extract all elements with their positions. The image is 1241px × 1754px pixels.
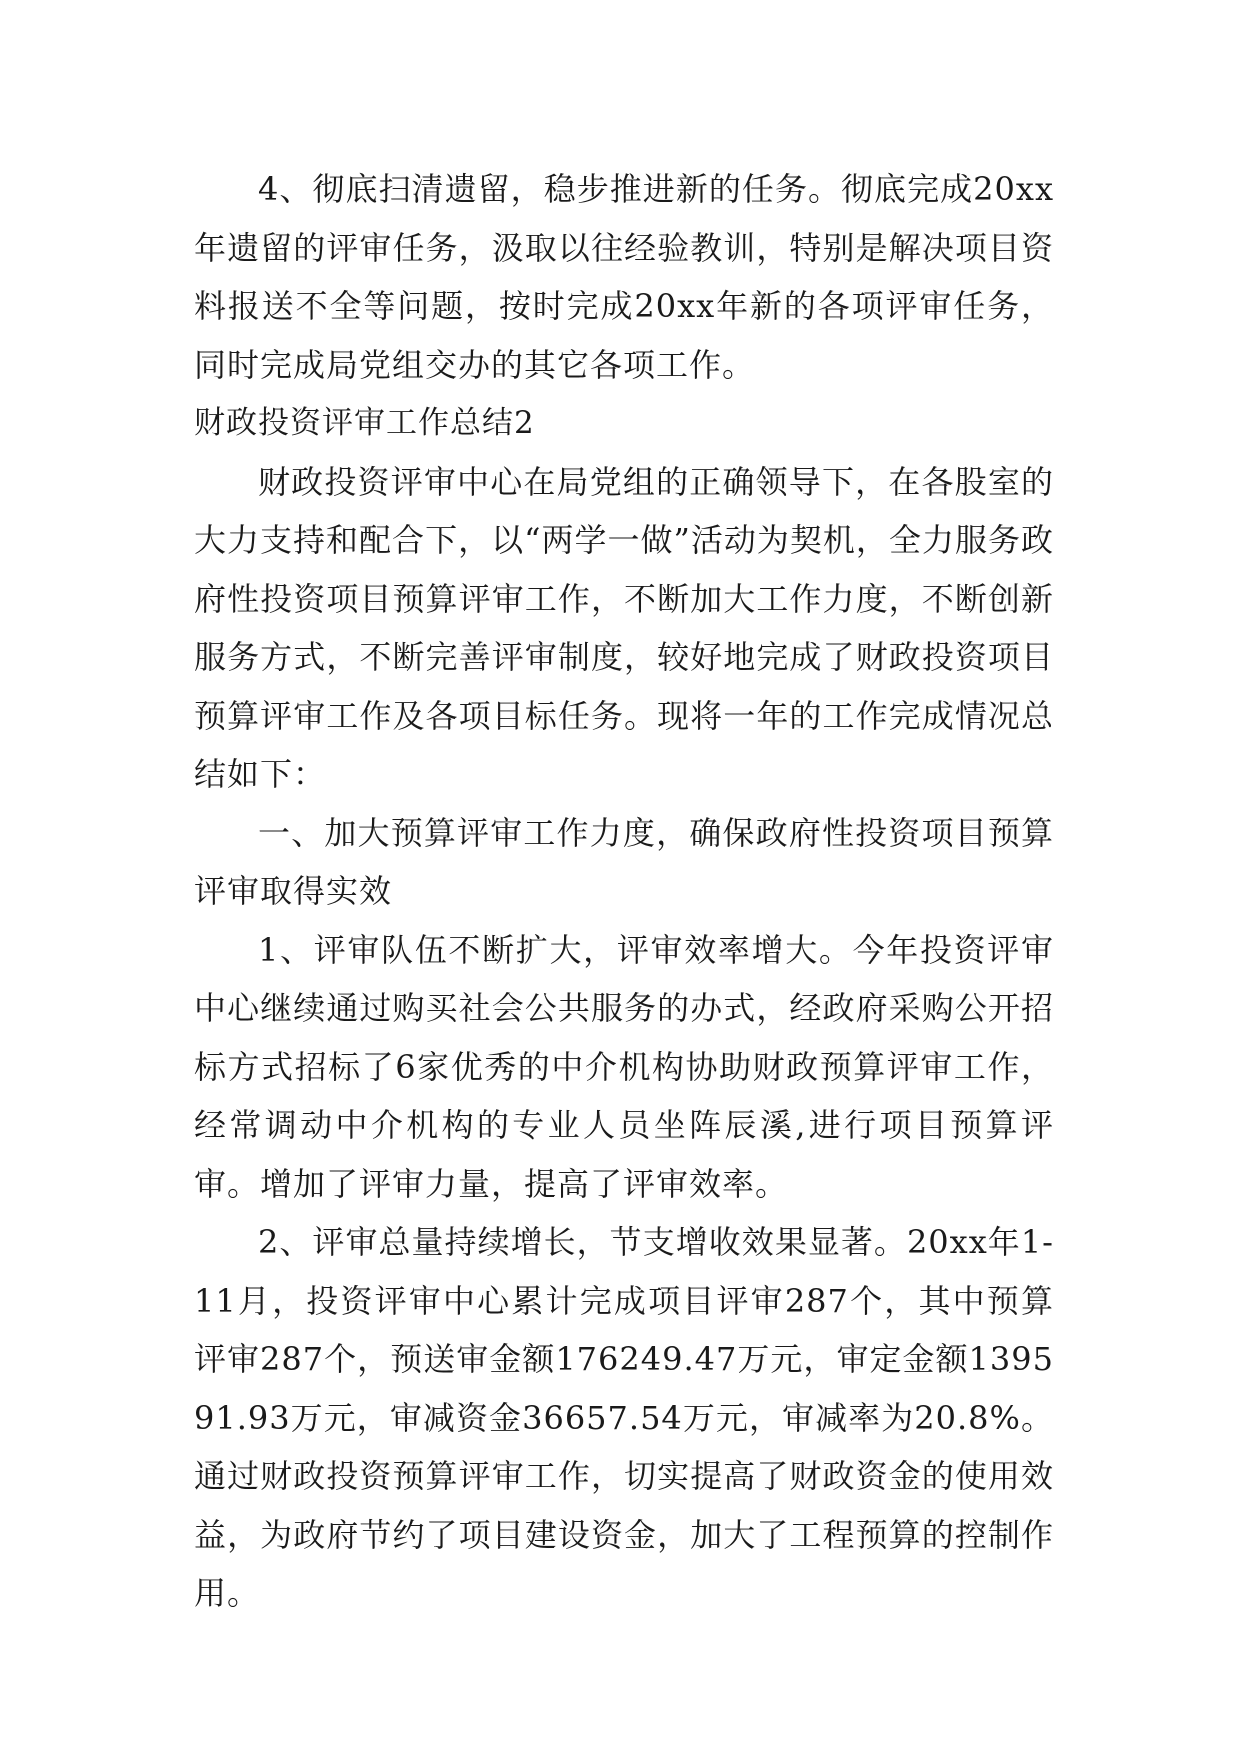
paragraph-intro: 财政投资评审中心在局党组的正确领导下，在各股室的大力支持和配合下，以“两学一做”活动为契机，全力服务政府性投资项目预算评审工作，不断加大工作力度，不断创新服务方式，不断完善评审制度，较好地完成了财政投资项目预算评审工作及各项目标任务。现将一年的工作完成情况总结如下： <box>194 462 1054 793</box>
paragraph-item-2: 2、评审总量持续增长，节支增收效果显著。20xx年1-11月，投资评审中心累计完成项目评审287个，其中预算评审287个，预送审金额176249.47万元，审定金额139591.93万元，审减资金36657.54万元，审减率为20.8%。通过财政投资预算评审工作，切实提高了财政资金的使用效益，为政府节约了项目建设资金，加大了工程预算的控制作用。 <box>194 1223 1054 1612</box>
section-heading: 财政投资评审工作总结2 <box>194 405 535 441</box>
paragraph-heading-one: 一、加大预算评审工作力度，确保政府性投资项目预算评审取得实效 <box>194 813 1054 910</box>
paragraph-task-4: 4、彻底扫清遗留，稳步推进新的任务。彻底完成20xx年遗留的评审任务，汲取以往经验教训，特别是解决项目资料报送不全等问题，按时完成20xx年新的各项评审任务，同时完成局党组交办的其它各项工作。 <box>194 170 1054 384</box>
document-body <box>194 160 1054 1623</box>
paragraph-item-1: 1、评审队伍不断扩大，评审效率增大。今年投资评审中心继续通过购买社会公共服务的办式，经政府采购公开招标方式招标了6家优秀的中介机构协助财政预算评审工作，经常调动中介机构的专业人员坐阵辰溪,进行项目预算评审。增加了评审力量，提高了评审效率。 <box>194 930 1054 1203</box>
